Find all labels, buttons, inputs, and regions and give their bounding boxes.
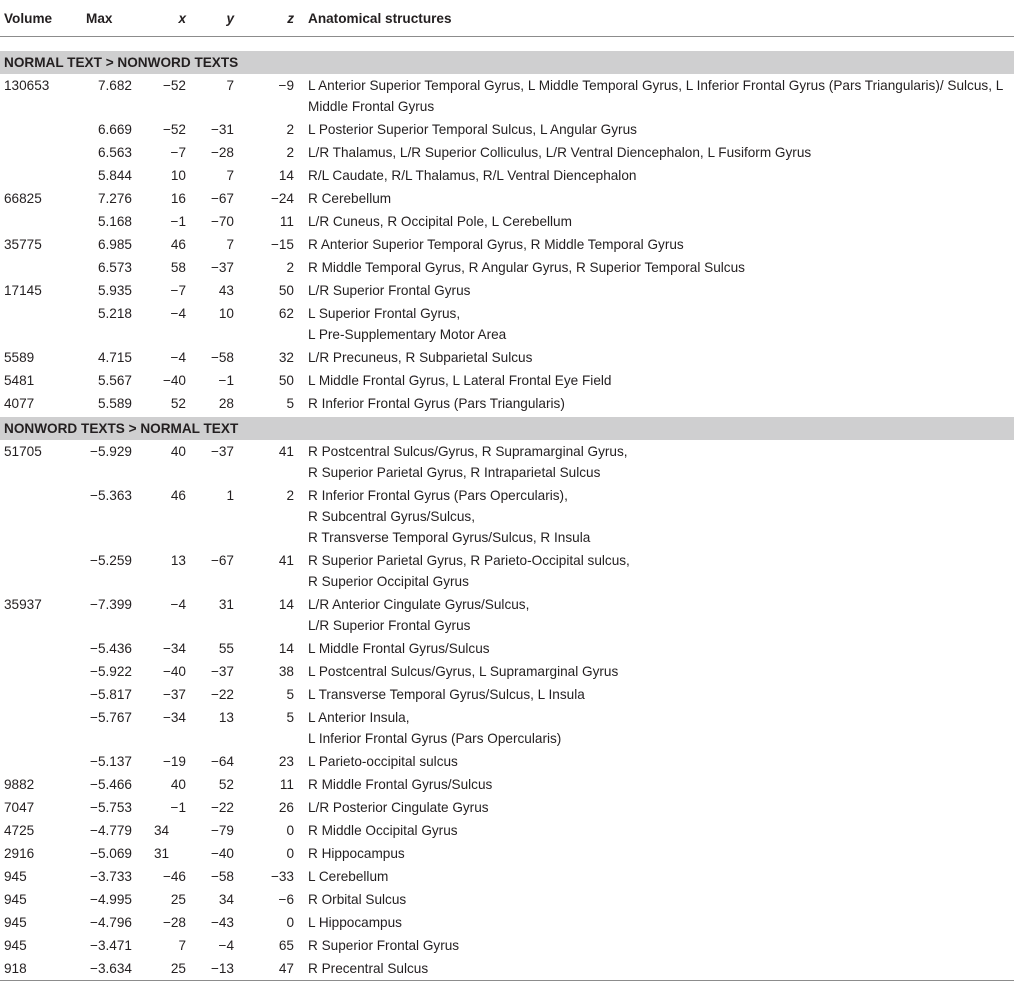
cell-z: 14 xyxy=(278,640,294,656)
cell-max: −5.137 xyxy=(90,753,132,769)
cell-max: 6.573 xyxy=(97,259,132,275)
cell-volume: 5589 xyxy=(4,349,35,365)
cell-structures: R/L Caudate, R/L Thalamus, R/L Ventral Diencephalon xyxy=(308,167,637,183)
cell-z: 62 xyxy=(278,305,294,321)
section-title: NORMAL TEXT > NONWORD TEXTS xyxy=(0,51,1014,74)
cell-x: 13 xyxy=(170,552,186,568)
section-header xyxy=(0,417,1014,440)
cell-y: −79 xyxy=(210,822,234,838)
cell-max: 6.669 xyxy=(97,121,132,137)
table-row xyxy=(0,796,1014,819)
cell-max: 5.935 xyxy=(97,282,132,298)
cell-volume: 945 xyxy=(4,891,27,907)
cell-y: −22 xyxy=(210,686,234,702)
cell-structures: L/R Thalamus, L/R Superior Colliculus, L/R Ventral Diencephalon, L Fusiform Gyrus xyxy=(308,144,812,160)
cell-z: −15 xyxy=(270,236,294,252)
cell-z: −6 xyxy=(278,891,294,907)
cell-max: −5.929 xyxy=(90,443,132,459)
cell-max: 6.563 xyxy=(97,144,132,160)
table-row xyxy=(0,819,1014,842)
cell-max: −5.069 xyxy=(90,845,132,861)
cell-x: −52 xyxy=(162,121,186,137)
cell-x: 7 xyxy=(178,937,186,953)
cell-y: 10 xyxy=(218,305,234,321)
cell-structures: L/R Posterior Cingulate Gyrus xyxy=(308,799,489,815)
cell-z: 38 xyxy=(278,663,294,679)
cell-z: 11 xyxy=(279,213,294,229)
cell-structures: L/R Cuneus, R Occipital Pole, L Cerebellum xyxy=(308,213,572,229)
cell-volume xyxy=(0,549,82,593)
table-row xyxy=(0,392,1014,415)
table-row xyxy=(0,750,1014,773)
cell-volume xyxy=(0,210,82,233)
cell-max: −5.363 xyxy=(90,487,132,503)
table-row xyxy=(0,888,1014,911)
cell-y: −13 xyxy=(210,960,234,976)
section-spacer xyxy=(0,36,1014,51)
cell-max: −5.436 xyxy=(90,640,132,656)
cell-y: 13 xyxy=(218,709,234,725)
cell-volume: 945 xyxy=(4,868,27,884)
cell-y: −22 xyxy=(210,799,234,815)
cell-max: 7.682 xyxy=(97,77,132,93)
cell-x: −7 xyxy=(170,282,186,298)
cell-x: 31 xyxy=(154,845,170,861)
cell-x: −40 xyxy=(162,663,186,679)
cell-y: −37 xyxy=(210,443,234,459)
cell-y: −64 xyxy=(210,753,234,769)
cell-structures: R Superior Parietal Gyrus, R Parieto-Occipital sulcus, R Superior Occipital Gyrus xyxy=(308,552,630,589)
cell-structures: L Posterior Superior Temporal Sulcus, L Angular Gyrus xyxy=(308,121,637,137)
table-row xyxy=(0,773,1014,796)
table-body xyxy=(0,36,1014,980)
table-row xyxy=(0,637,1014,660)
table-row xyxy=(0,593,1014,637)
cell-structures: L Anterior Insula, L Inferior Frontal Gyrus (Pars Opercularis) xyxy=(308,709,562,746)
cell-y: 7 xyxy=(226,77,234,93)
cell-z: 32 xyxy=(278,349,294,365)
cell-z: 14 xyxy=(278,596,294,612)
cell-volume xyxy=(0,118,82,141)
cell-x: −4 xyxy=(170,349,186,365)
cell-max: 5.218 xyxy=(97,305,132,321)
cell-x: 34 xyxy=(154,822,170,838)
table-row xyxy=(0,164,1014,187)
cell-x: −34 xyxy=(162,709,186,725)
table-row xyxy=(0,911,1014,934)
cell-max: 6.985 xyxy=(97,236,132,252)
cell-z: 47 xyxy=(278,960,294,976)
cell-volume: 2916 xyxy=(4,845,35,861)
section-header xyxy=(0,51,1014,74)
cell-volume: 7047 xyxy=(4,799,35,815)
table-row xyxy=(0,660,1014,683)
cell-x: −4 xyxy=(170,596,186,612)
cell-x: −7 xyxy=(170,144,186,160)
table-row xyxy=(0,256,1014,279)
cell-max: −3.733 xyxy=(90,868,132,884)
table-row xyxy=(0,440,1014,484)
cell-max: −7.399 xyxy=(90,596,132,612)
cell-structures: L Postcentral Sulcus/Gyrus, L Supramarginal Gyrus xyxy=(308,663,619,679)
cell-max: −4.779 xyxy=(90,822,132,838)
cell-max: −5.817 xyxy=(90,686,132,702)
cell-x: −52 xyxy=(162,77,186,93)
cell-volume xyxy=(0,660,82,683)
cell-x: 25 xyxy=(170,891,186,907)
cell-volume: 51705 xyxy=(4,443,42,459)
cell-z: 5 xyxy=(286,709,294,725)
cell-structures: L Middle Frontal Gyrus/Sulcus xyxy=(308,640,490,656)
cell-z: 50 xyxy=(278,282,294,298)
cell-max: −5.753 xyxy=(90,799,132,815)
cell-volume: 945 xyxy=(4,914,27,930)
cell-structures: L Transverse Temporal Gyrus/Sulcus, L Insula xyxy=(308,686,585,702)
cell-y: −28 xyxy=(210,144,234,160)
cell-y: −67 xyxy=(210,190,234,206)
cell-x: 46 xyxy=(170,236,186,252)
cell-z: 2 xyxy=(286,259,294,275)
cell-max: −3.634 xyxy=(90,960,132,976)
cell-y: −1 xyxy=(218,372,234,388)
cell-max: 4.715 xyxy=(97,349,132,365)
cell-z: 11 xyxy=(279,776,294,792)
cell-volume xyxy=(0,256,82,279)
cell-x: −40 xyxy=(162,372,186,388)
cell-y: −58 xyxy=(210,349,234,365)
cell-max: 5.567 xyxy=(97,372,132,388)
cell-structures: L Cerebellum xyxy=(308,868,389,884)
header-y: y xyxy=(226,11,234,26)
table-header xyxy=(0,2,1014,36)
cell-structures: R Inferior Frontal Gyrus (Pars Triangularis) xyxy=(308,395,565,411)
cell-structures: L Hippocampus xyxy=(308,914,402,930)
table-row xyxy=(0,683,1014,706)
cell-volume: 35937 xyxy=(4,596,42,612)
cell-z: 41 xyxy=(278,443,294,459)
cell-z: 0 xyxy=(286,822,294,838)
cell-z: 23 xyxy=(278,753,294,769)
table-row xyxy=(0,369,1014,392)
section-title: NONWORD TEXTS > NORMAL TEXT xyxy=(0,417,1014,440)
header-x: x xyxy=(178,11,186,26)
cell-structures: R Anterior Superior Temporal Gyrus, R Middle Temporal Gyrus xyxy=(308,236,684,252)
cell-max: −5.466 xyxy=(90,776,132,792)
cell-x: −1 xyxy=(170,213,186,229)
table-row xyxy=(0,279,1014,302)
cell-structures: L/R Superior Frontal Gyrus xyxy=(308,282,471,298)
cell-volume xyxy=(0,637,82,660)
cell-y: −31 xyxy=(210,121,234,137)
cell-z: 65 xyxy=(278,937,294,953)
cell-y: 1 xyxy=(226,487,234,503)
cell-structures: R Cerebellum xyxy=(308,190,392,206)
table-row xyxy=(0,842,1014,865)
cell-structures: R Hippocampus xyxy=(308,845,405,861)
cell-structures: L/R Anterior Cingulate Gyrus/Sulcus, L/R Superior Frontal Gyrus xyxy=(308,596,530,633)
cell-max: 5.844 xyxy=(97,167,132,183)
table-row xyxy=(0,865,1014,888)
table-row xyxy=(0,346,1014,369)
results-table xyxy=(0,2,1014,989)
header-z: z xyxy=(287,11,294,26)
cell-volume: 130653 xyxy=(4,77,50,93)
cell-structures: L Parieto-occipital sulcus xyxy=(308,753,458,769)
cell-max: −3.471 xyxy=(90,937,132,953)
cell-max: −4.796 xyxy=(90,914,132,930)
table-row xyxy=(0,118,1014,141)
cell-max: −5.259 xyxy=(90,552,132,568)
cell-volume xyxy=(0,141,82,164)
cell-x: −37 xyxy=(162,686,186,702)
cell-max: 5.589 xyxy=(97,395,132,411)
cell-z: 0 xyxy=(286,914,294,930)
cell-volume: 9882 xyxy=(4,776,35,792)
cell-volume xyxy=(0,302,82,346)
cell-max: 5.168 xyxy=(97,213,132,229)
table-row xyxy=(0,141,1014,164)
cell-z: −24 xyxy=(270,190,294,206)
cell-z: 26 xyxy=(278,799,294,815)
cell-y: −37 xyxy=(210,259,234,275)
table-row xyxy=(0,233,1014,256)
cell-z: −9 xyxy=(278,77,294,93)
cell-volume: 945 xyxy=(4,937,27,953)
cell-structures: R Postcentral Sulcus/Gyrus, R Supramarginal Gyrus, R Superior Parietal Gyrus, R Intraparietal Sulcus xyxy=(308,443,628,480)
cell-max: −5.767 xyxy=(90,709,132,725)
header-max: Max xyxy=(86,11,113,26)
cell-volume xyxy=(0,164,82,187)
cell-y: 31 xyxy=(218,596,234,612)
table-row xyxy=(0,484,1014,549)
cell-z: 0 xyxy=(286,845,294,861)
table-row xyxy=(0,706,1014,750)
cell-y: −58 xyxy=(210,868,234,884)
table-bottom-rule xyxy=(0,980,1014,989)
table-row xyxy=(0,302,1014,346)
cell-volume xyxy=(0,683,82,706)
header-structures: Anatomical structures xyxy=(308,11,452,26)
cell-structures: R Orbital Sulcus xyxy=(308,891,407,907)
cell-z: 14 xyxy=(278,167,294,183)
cell-y: 43 xyxy=(218,282,234,298)
cell-z: 2 xyxy=(286,144,294,160)
cell-volume: 35775 xyxy=(4,236,42,252)
cell-volume: 918 xyxy=(4,960,27,976)
cell-volume xyxy=(0,750,82,773)
cell-y: 52 xyxy=(218,776,234,792)
cell-x: −46 xyxy=(162,868,186,884)
cell-x: −34 xyxy=(162,640,186,656)
cell-volume xyxy=(0,484,82,549)
table-row xyxy=(0,210,1014,233)
cell-x: 40 xyxy=(170,443,186,459)
cell-volume: 17145 xyxy=(4,282,42,298)
cell-y: 55 xyxy=(218,640,234,656)
cell-y: 7 xyxy=(226,167,234,183)
cell-structures: L Middle Frontal Gyrus, L Lateral Frontal Eye Field xyxy=(308,372,612,388)
table-row xyxy=(0,74,1014,118)
cell-structures: L/R Precuneus, R Subparietal Sulcus xyxy=(308,349,533,365)
header-volume: Volume xyxy=(4,11,53,26)
cell-y: −40 xyxy=(210,845,234,861)
cell-structures: R Inferior Frontal Gyrus (Pars Opercularis), R Subcentral Gyrus/Sulcus, R Transverse Temporal Gyrus/Sulcus, R Insula xyxy=(308,487,591,545)
table-row xyxy=(0,549,1014,593)
cell-max: −4.995 xyxy=(90,891,132,907)
cell-structures: L Superior Frontal Gyrus, L Pre-Supplementary Motor Area xyxy=(308,305,507,342)
cell-y: 34 xyxy=(218,891,234,907)
cell-y: −67 xyxy=(210,552,234,568)
cell-x: 46 xyxy=(170,487,186,503)
cell-z: 50 xyxy=(278,372,294,388)
cell-x: −28 xyxy=(162,914,186,930)
table-row xyxy=(0,957,1014,981)
cell-structures: R Superior Frontal Gyrus xyxy=(308,937,460,953)
table-row xyxy=(0,187,1014,210)
cell-x: 25 xyxy=(170,960,186,976)
cell-y: 28 xyxy=(218,395,234,411)
cell-y: 7 xyxy=(226,236,234,252)
cell-x: −1 xyxy=(170,799,186,815)
cell-x: −4 xyxy=(170,305,186,321)
cell-z: 5 xyxy=(286,686,294,702)
cell-x: 58 xyxy=(170,259,186,275)
cell-max: −5.922 xyxy=(90,663,132,679)
cell-z: 2 xyxy=(286,487,294,503)
cell-x: 10 xyxy=(170,167,186,183)
cell-max: 7.276 xyxy=(97,190,132,206)
cell-y: −4 xyxy=(218,937,234,953)
cell-x: 16 xyxy=(170,190,186,206)
cell-structures: R Middle Occipital Gyrus xyxy=(308,822,458,838)
cell-volume xyxy=(0,706,82,750)
cell-volume: 4725 xyxy=(4,822,35,838)
cell-volume: 5481 xyxy=(4,372,35,388)
cell-structures: R Precentral Sulcus xyxy=(308,960,429,976)
cell-volume: 66825 xyxy=(4,190,42,206)
cell-structures: R Middle Temporal Gyrus, R Angular Gyrus, R Superior Temporal Sulcus xyxy=(308,259,745,275)
cell-y: −43 xyxy=(210,914,234,930)
cell-y: −70 xyxy=(210,213,234,229)
cell-x: 52 xyxy=(170,395,186,411)
cell-structures: L Anterior Superior Temporal Gyrus, L Middle Temporal Gyrus, L Inferior Frontal Gyrus (Pars Triangularis)/ Sulcus, L Middle Frontal Gyrus xyxy=(308,77,1003,114)
cell-z: 2 xyxy=(286,121,294,137)
cell-x: −19 xyxy=(162,753,186,769)
cell-structures: R Middle Frontal Gyrus/Sulcus xyxy=(308,776,493,792)
cell-y: −37 xyxy=(210,663,234,679)
cell-volume: 4077 xyxy=(4,395,35,411)
cell-z: 41 xyxy=(278,552,294,568)
table-row xyxy=(0,934,1014,957)
cell-z: 5 xyxy=(286,395,294,411)
cell-x: 40 xyxy=(170,776,186,792)
cell-z: −33 xyxy=(270,868,294,884)
